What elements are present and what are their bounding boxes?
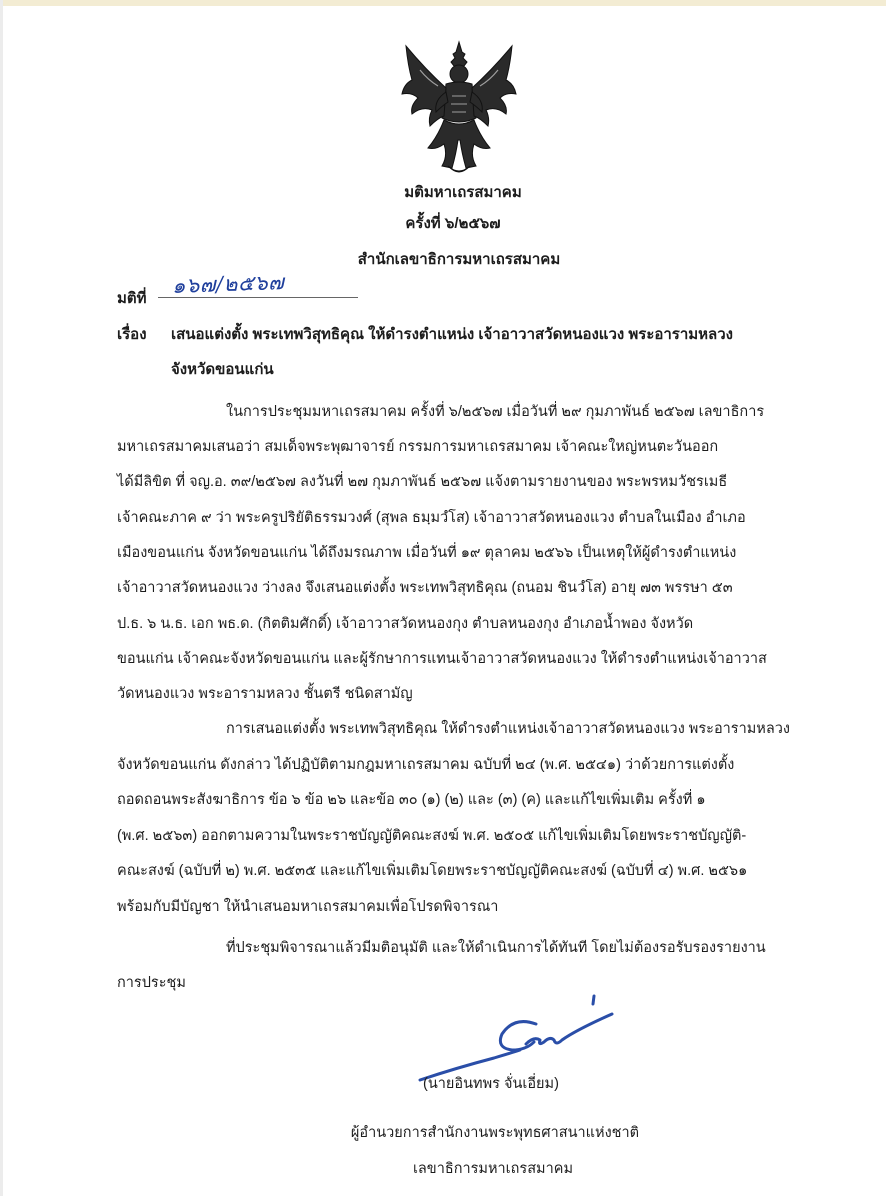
body-line: การประชุม bbox=[117, 975, 186, 991]
session-number: ครั้งที่ ๖/๒๕๖๗ bbox=[405, 215, 501, 232]
body-line: ในการประชุมมหาเถรสมาคม ครั้งที่ ๖/๒๕๖๗ เมื่อวันที่ ๒๙ กุมภาพันธ์ ๒๕๖๗ เลขาธิการ bbox=[226, 404, 765, 420]
body-line: เจ้าคณะภาค ๙ ว่า พระครูปริยัติธรรมวงศ์ (สุพล ธมฺมวํโส) เจ้าอาวาสวัดหนองแวง ตำบลในเมือง อำเภอ bbox=[117, 510, 746, 526]
signer-title: ผู้อำนวยการสำนักงานพระพุทธศาสนาแห่งชาติ bbox=[350, 1125, 640, 1141]
body-line: พร้อมกับมีบัญชา ให้นำเสนอมหาเถรสมาคมเพื่อโปรดพิจารณา bbox=[117, 899, 499, 915]
signer-role: เลขาธิการมหาเถรสมาคม bbox=[412, 1161, 574, 1177]
resolution-underline bbox=[158, 297, 358, 298]
subject-line-1: เสนอแต่งตั้ง พระเทพวิสุทธิคุณ ให้ดำรงตำแหน่ง เจ้าอาวาสวัดหนองแวง พระอารามหลวง bbox=[171, 326, 733, 343]
body-line: (พ.ศ. ๒๕๖๓) ออกตามความในพระราชบัญญัติคณะสงฆ์ พ.ศ. ๒๕๐๕ แก้ไขเพิ่มเติมโดยพระราชบัญญัติ- bbox=[117, 828, 747, 844]
body-line: ขอนแก่น เจ้าคณะจังหวัดขอนแก่น และผู้รักษาการแทนเจ้าอาวาสวัดหนองแวง ให้ดำรงตำแหน่งเจ้าอาวาส bbox=[117, 651, 767, 667]
body-line: ที่ประชุมพิจารณาแล้วมีมติอนุมัติ และให้ดำเนินการได้ทันที โดยไม่ต้องรอรับรองรายงาน bbox=[226, 940, 766, 956]
garuda-emblem-icon bbox=[398, 40, 520, 178]
subject-label: เรื่อง bbox=[117, 326, 147, 343]
signer-name: (นายอินทพร จั่นเอี่ยม) bbox=[423, 1076, 559, 1092]
body-line: มหาเถรสมาคมเสนอว่า สมเด็จพระพุฒาจารย์ กรรมการมหาเถรสมาคม เจ้าคณะใหญ่หนตะวันออก bbox=[117, 439, 719, 455]
body-line: การเสนอแต่งตั้ง พระเทพวิสุทธิคุณ ให้ดำรงตำแหน่งเจ้าอาวาสวัดหนองแวง พระอารามหลวง bbox=[226, 721, 790, 737]
resolution-number: ๑๖๗/๒๕๖๗ bbox=[171, 270, 285, 298]
resolution-label: มติที่ bbox=[117, 290, 147, 307]
body-line: จังหวัดขอนแก่น ดังกล่าว ได้ปฏิบัติตามกฎมหาเถรสมาคม ฉบับที่ ๒๔ (พ.ศ. ๒๕๔๑) ว่าด้วยการแต่งตั้ง bbox=[117, 757, 735, 773]
issuing-office: สำนักเลขาธิการมหาเถรสมาคม bbox=[357, 251, 561, 268]
body-line: ได้มีลิขิต ที่ จญ.อ. ๓๙/๒๕๖๗ ลงวันที่ ๒๗ กุมภาพันธ์ ๒๕๖๗ แจ้งตามรายงานของ พระพรหมวัชรเมธี bbox=[117, 474, 728, 490]
body-line: เจ้าอาวาสวัดหนองแวง ว่างลง จึงเสนอแต่งตั้ง พระเทพวิสุทธิคุณ (ถนอม ชินวํโส) อายุ ๗๓ พรรษา ๕๓ bbox=[117, 580, 733, 596]
body-line: วัดหนองแวง พระอารามหลวง ชั้นตรี ชนิดสามัญ bbox=[117, 686, 413, 702]
body-line: คณะสงฆ์ (ฉบับที่ ๒) พ.ศ. ๒๕๓๕ และแก้ไขเพิ่มเติมโดยพระราชบัญญัติคณะสงฆ์ (ฉบับที่ ๔) พ.ศ. ๒๕๖๑ bbox=[117, 863, 748, 879]
subject-line-2: จังหวัดขอนแก่น bbox=[171, 361, 274, 378]
body-line: ถอดถอนพระสังฆาธิการ ข้อ ๖ ข้อ ๒๖ และข้อ ๓๐ (๑) (๒) และ (๓) (ค) และแก้ไขเพิ่มเติม ครั้งที่ ๑ bbox=[117, 792, 706, 808]
body-line: เมืองขอนแก่น จังหวัดขอนแก่น ได้ถึงมรณภาพ เมื่อวันที่ ๑๙ ตุลาคม ๒๕๖๖ เป็นเหตุให้ผู้ดำรงตำแหน่ง bbox=[117, 545, 737, 561]
body-line: ป.ธ. ๖ น.ธ. เอก พธ.ด. (กิตติมศักดิ์) เจ้าอาวาสวัดหนองกุง ตำบลหนองกุง อำเภอน้ำพอง จังหวัด bbox=[117, 616, 694, 632]
document-title: มติมหาเถรสมาคม bbox=[404, 184, 522, 201]
